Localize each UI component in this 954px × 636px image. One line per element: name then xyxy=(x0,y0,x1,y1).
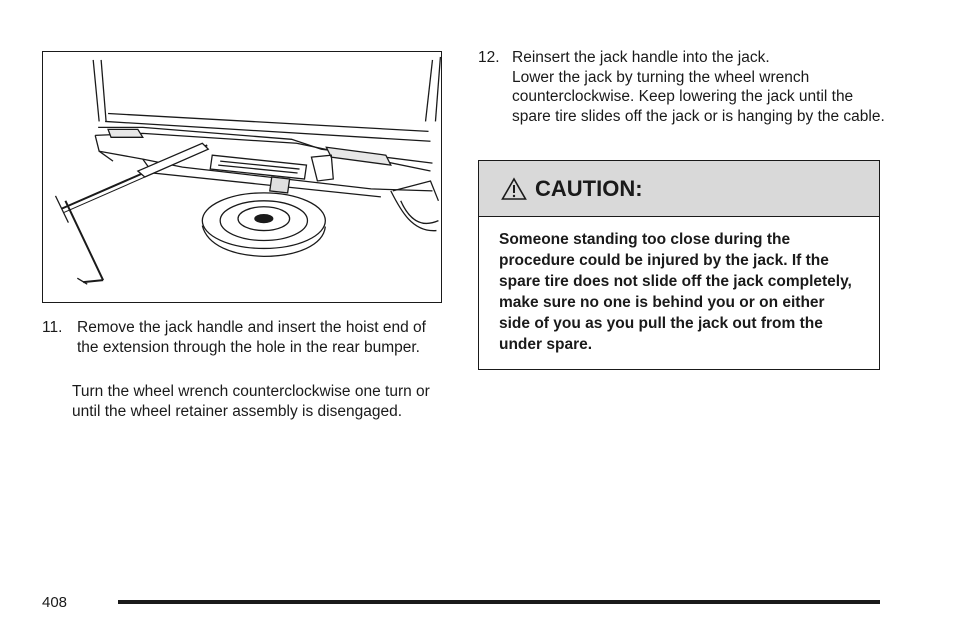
warning-triangle-icon xyxy=(501,177,527,201)
caution-header xyxy=(479,161,879,217)
spare-tire-jack-illustration xyxy=(43,52,441,302)
step-number: 11. xyxy=(42,319,63,336)
caution-box xyxy=(478,160,880,370)
illustration-frame xyxy=(42,51,442,303)
footer-rule xyxy=(118,600,880,604)
page-number: 408 xyxy=(42,594,68,611)
step-text: Remove the jack handle and insert the hoist end of the extension through the hole in the rear bumper. xyxy=(77,319,426,356)
step-number: 12. xyxy=(478,49,500,66)
step-text-line1: Reinsert the jack handle into the jack. xyxy=(512,49,770,66)
caution-title: CAUTION: xyxy=(535,175,643,201)
step-11-followup: Turn the wheel wrench counterclockwise one turn or until the wheel retainer assembly is disengaged. xyxy=(72,383,430,420)
step-text: Lower the jack by turning the wheel wrench counterclockwise. Keep lowering the jack until the spare tire slides off the jack or is hanging by the cable. xyxy=(512,68,885,125)
caution-text: Someone standing too close during the procedure could be injured by the jack. If the spare tire does not slide off the jack completely, make sure no one is behind you or on either side of you as you pull the jack out from the under spare. xyxy=(499,231,852,353)
